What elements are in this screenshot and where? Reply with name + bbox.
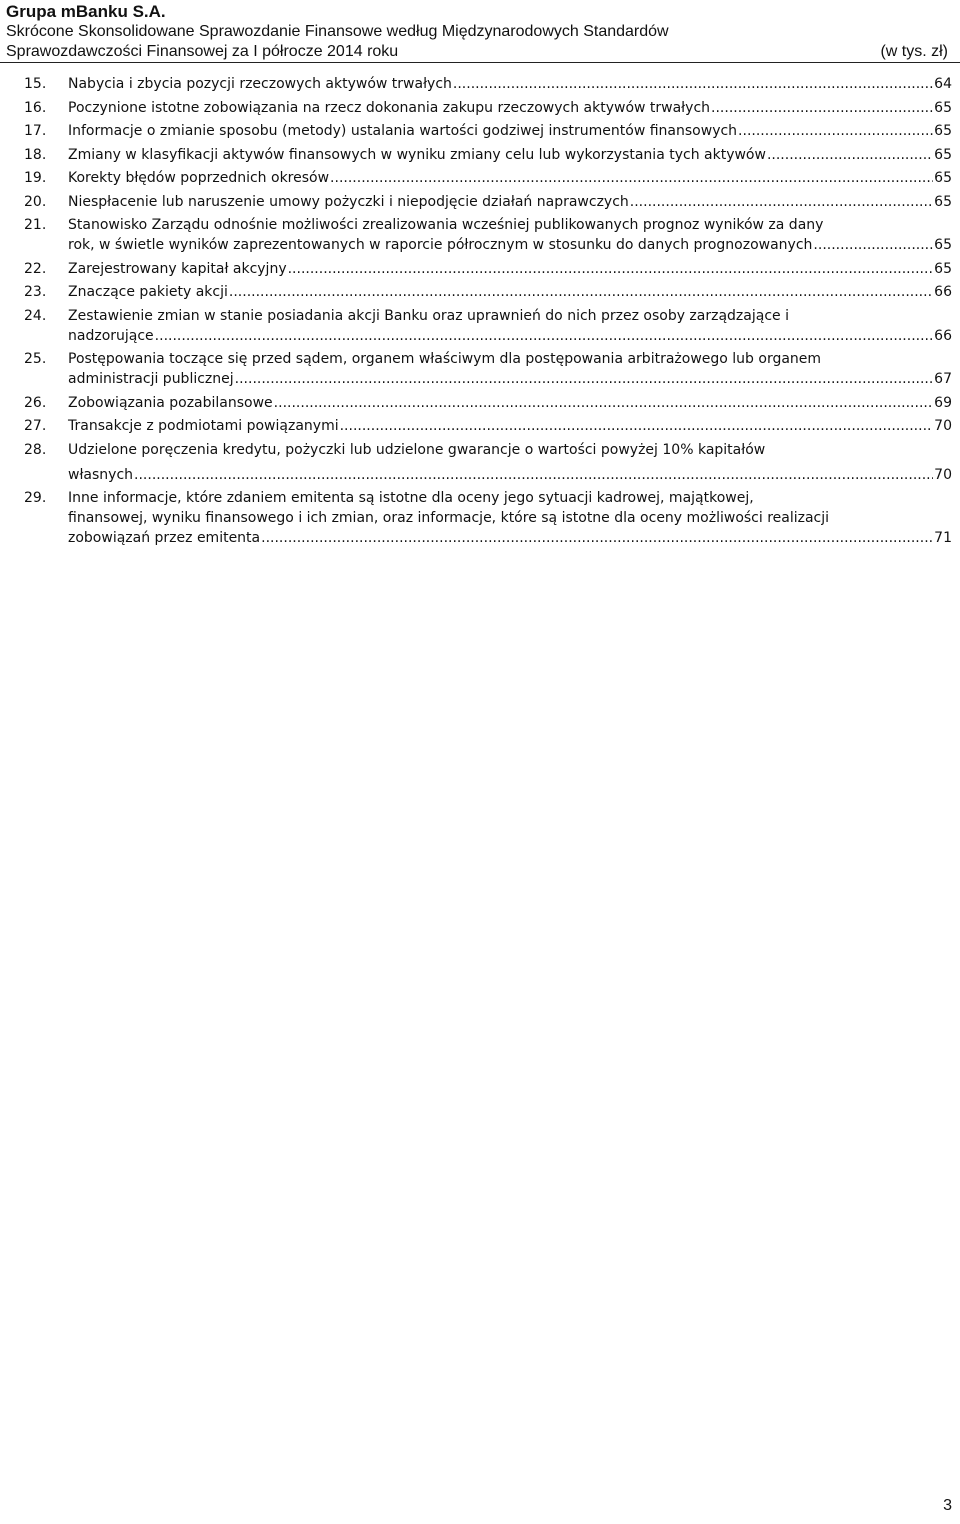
toc-entry-title: własnych [68, 466, 134, 483]
toc-entry-body [68, 393, 952, 413]
toc-entry-title: zobowiązań przez emitenta [68, 530, 261, 546]
toc-entry-body [68, 74, 952, 94]
toc-entry[interactable] [24, 393, 952, 413]
toc-entry-leader-row [68, 326, 952, 346]
toc-entry-title: Korekty błędów poprzednich okresów [68, 170, 330, 186]
toc-entry-body [68, 192, 952, 212]
toc-entry-number: 29. [24, 490, 47, 506]
toc-entry-number: 18. [24, 146, 47, 163]
toc-entry-number: 22. [24, 260, 47, 277]
toc-entry-leader-row [68, 168, 952, 188]
toc-entry-title: Transakcje z podmiotami powiązanymi [68, 418, 339, 434]
toc-entry-number: 26. [24, 394, 47, 411]
dot-leader [330, 168, 933, 188]
toc-entry-title: rok, w świetle wyników zaprezentowanych w raporcie półrocznym w stosunku do danych prognozowanych [68, 237, 813, 253]
toc-entry-title-line: Udzielone poręczenia kredytu, pożyczki lub udzielone gwarancje o wartości powyżej 10% kapitałów [68, 441, 766, 458]
toc-entry-page[interactable]: 71 [934, 530, 952, 546]
toc-entry[interactable] [24, 416, 952, 436]
dot-leader [288, 259, 934, 279]
toc-entry[interactable] [24, 145, 952, 165]
toc-entry-body [68, 121, 952, 141]
toc-entry-title: Poczynione istotne zobowiązania na rzecz dokonania zakupu rzeczowych aktywów trwałych [68, 99, 711, 116]
toc-entry-body [68, 440, 952, 485]
dot-leader [229, 282, 933, 302]
toc-entry-page[interactable]: 65 [934, 123, 952, 139]
toc-entry-page[interactable]: 65 [934, 260, 952, 277]
toc-entry-number: 20. [24, 193, 47, 210]
dot-leader [134, 465, 933, 485]
report-title-row-2 [6, 42, 948, 62]
dot-leader [235, 369, 934, 389]
toc-entry[interactable] [24, 488, 952, 548]
toc-entry-page[interactable]: 70 [934, 466, 952, 483]
toc-entry[interactable] [24, 282, 952, 302]
toc-entry-page[interactable]: 65 [934, 146, 952, 163]
toc-entry-title-line: Zestawienie zmian w stanie posiadania akcji Banku oraz uprawnień do nich przez osoby zarządzające i [68, 307, 789, 324]
toc-entry-leader-row [68, 192, 952, 212]
toc-entry-leader-row [68, 465, 952, 485]
toc-entry-title: Znaczące pakiety akcji [68, 284, 228, 300]
toc-entry-leader-row [68, 528, 952, 548]
toc-entry-title-line: finansowej, wyniku finansowego i ich zmian, oraz informacje, które są istotne dla oceny możliwości realizacji [68, 510, 830, 526]
toc-entry-body [68, 145, 952, 165]
page-header [6, 2, 948, 62]
toc-entry-number: 16. [24, 99, 47, 116]
toc-entry-leader-row [68, 121, 952, 141]
page-number: 3 [943, 1497, 952, 1514]
toc-entry-title: administracji publicznej [68, 371, 234, 387]
toc-entry-number: 15. [24, 76, 47, 92]
toc-entry[interactable] [24, 440, 952, 485]
toc-entry-body [68, 168, 952, 188]
toc-entry-leader-row [68, 369, 952, 389]
toc-entry-body [68, 282, 952, 302]
toc-entry[interactable] [24, 98, 952, 118]
report-title-line-2: Sprawozdawczości Finansowej za I półrocze 2014 roku [6, 43, 399, 60]
toc-entry-page[interactable]: 64 [934, 76, 952, 92]
toc-entry-title: Informacje o zmianie sposobu (metody) ustalania wartości godziwej instrumentów finansowych [68, 123, 738, 139]
dot-leader [261, 528, 933, 548]
toc-entry-body [68, 98, 952, 118]
toc-entry-leader-row [68, 98, 952, 118]
toc-entry-leader-row [68, 282, 952, 302]
report-title-line-1: Skrócone Skonsolidowane Sprawozdanie Finansowe według Międzynarodowych Standardów [6, 23, 669, 40]
toc-entry-leader-row [68, 393, 952, 413]
toc-entry-page[interactable]: 65 [934, 170, 952, 186]
table-of-contents [24, 74, 952, 552]
toc-entry-title: Nabycia i zbycia pozycji rzeczowych aktywów trwałych [68, 76, 452, 92]
toc-entry-number: 21. [24, 217, 47, 233]
toc-entry[interactable] [24, 259, 952, 279]
dot-leader [630, 192, 933, 212]
toc-entry-body [68, 416, 952, 436]
toc-entry-body [68, 306, 952, 346]
toc-entry-page[interactable]: 65 [934, 193, 952, 210]
toc-entry-number: 17. [24, 123, 47, 139]
toc-entry-page[interactable]: 70 [934, 418, 952, 434]
toc-entry-title: Niespłacenie lub naruszenie umowy pożyczki i niepodjęcie działań naprawczych [68, 193, 629, 210]
dot-leader [155, 326, 934, 346]
toc-entry-number: 28. [24, 441, 47, 458]
currency-unit: (w tys. zł) [880, 43, 948, 60]
toc-entry[interactable] [24, 306, 952, 346]
toc-entry-number: 19. [24, 170, 47, 186]
toc-entry-title-line: Stanowisko Zarządu odnośnie możliwości zrealizowania wcześniej publikowanych prognoz wyników za dany [68, 217, 824, 233]
toc-entry-page[interactable]: 65 [934, 99, 952, 116]
toc-entry[interactable] [24, 192, 952, 212]
toc-entry-leader-row [68, 235, 952, 255]
toc-entry-leader-row [68, 416, 952, 436]
dot-leader [340, 416, 934, 436]
dot-leader [767, 145, 933, 165]
toc-entry-title: nadzorujące [68, 327, 154, 344]
header-divider [0, 62, 960, 63]
toc-entry-title: Zarejestrowany kapitał akcyjny [68, 260, 287, 277]
toc-entry-title: Zobowiązania pozabilansowe [68, 394, 273, 411]
dot-leader [274, 393, 934, 413]
toc-entry-page[interactable]: 66 [934, 327, 952, 344]
toc-entry[interactable] [24, 215, 952, 255]
toc-entry-number: 25. [24, 351, 47, 367]
toc-entry[interactable] [24, 168, 952, 188]
toc-entry-body [68, 215, 952, 255]
toc-entry-leader-row [68, 74, 952, 94]
toc-entry-body [68, 259, 952, 279]
dot-leader [813, 235, 933, 255]
toc-entry-title-line: Postępowania toczące się przed sądem, organem właściwym dla postępowania arbitrażowego lub organem [68, 351, 822, 367]
toc-entry[interactable] [24, 74, 952, 94]
dot-leader [738, 121, 933, 141]
toc-entry-body [68, 349, 952, 389]
toc-entry-leader-row [68, 259, 952, 279]
toc-entry-number: 23. [24, 284, 47, 300]
dot-leader [453, 74, 933, 94]
toc-entry-title-line: Inne informacje, które zdaniem emitenta są istotne dla oceny jego sytuacji kadrowej, majątkowej, [68, 490, 754, 506]
toc-entry-page[interactable]: 66 [934, 284, 952, 300]
toc-entry-page[interactable]: 69 [934, 394, 952, 411]
company-name: Grupa mBanku S.A. [6, 2, 166, 21]
toc-entry-number: 27. [24, 418, 47, 434]
toc-entry[interactable] [24, 349, 952, 389]
toc-entry-page[interactable]: 67 [934, 371, 952, 387]
dot-leader [711, 98, 933, 118]
toc-entry-leader-row [68, 145, 952, 165]
toc-entry[interactable] [24, 121, 952, 141]
toc-entry-page[interactable]: 65 [934, 237, 952, 253]
toc-entry-number: 24. [24, 307, 47, 324]
toc-entry-title: Zmiany w klasyfikacji aktywów finansowych w wyniku zmiany celu lub wykorzystania tych aktywów [68, 146, 766, 163]
toc-entry-body [68, 488, 952, 548]
